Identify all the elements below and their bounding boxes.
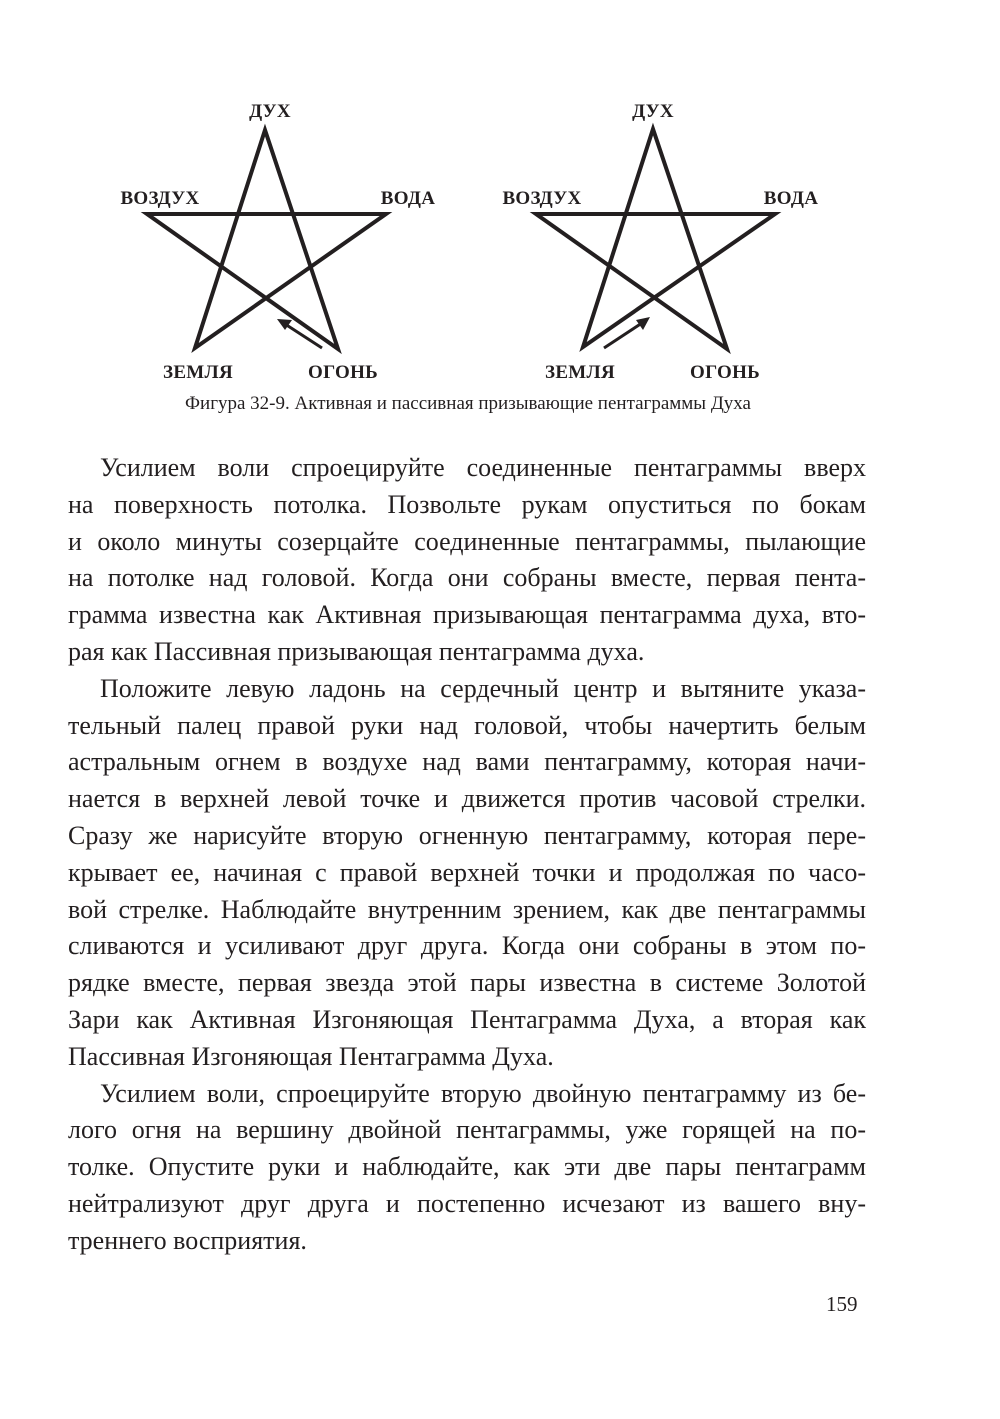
paragraph — [68, 450, 866, 671]
arrowhead-icon — [636, 317, 650, 330]
label-fire: ОГОНЬ — [307, 362, 379, 383]
paragraph — [68, 671, 866, 1076]
text-line: сливаются и усиливают друг друга. Когда они собраны в этом по- — [68, 931, 866, 961]
label-water: ВОДА — [763, 188, 819, 209]
text-line: на потолке над головой. Когда они собраны вместе, первая пента- — [68, 563, 866, 593]
text-line: Сразу же нарисуйте вторую огненную пентаграмму, которая пере- — [68, 820, 866, 850]
pentagram-star — [536, 129, 775, 349]
label-earth: ЗЕМЛЯ — [544, 362, 616, 383]
text-line: Усилием воли спроецируйте соединенные пентаграммы вверх — [100, 453, 866, 482]
text-line: лого огня на вершину двойной пентаграммы, уже горящей на по- — [68, 1115, 866, 1145]
paragraph — [68, 1076, 866, 1260]
text-line: треннего восприятия. — [68, 1225, 307, 1255]
pentagram-star — [147, 130, 386, 349]
text-line: Усилием воли, спроецируйте вторую двойную пентаграмму из бе- — [100, 1078, 866, 1108]
label-earth: ЗЕМЛЯ — [162, 362, 234, 383]
body-text — [68, 450, 866, 1260]
text-line: грамма известна как Активная призывающая пентаграмма духа, вто- — [68, 600, 866, 630]
text-line: на поверхность потолка. Позвольте рукам опуститься по бокам — [68, 489, 866, 519]
text-line: вой стрелке. Наблюдайте внутренним зрением, как две пентаграммы — [68, 894, 866, 924]
label-spirit: ДУХ — [249, 101, 291, 122]
text-line: Положите левую ладонь на сердечный центр и вытяните указа- — [100, 673, 866, 703]
active-pentagram — [147, 130, 386, 349]
text-line: Зари как Активная Изгоняющая Пентаграмма Духа, а вторая как — [68, 1004, 866, 1034]
text-line: рядке вместе, первая звезда этой пары известна в системе Золотой — [68, 968, 866, 998]
text-line: рая как Пассивная призывающая пентаграмма духа. — [68, 636, 645, 666]
text-line: крывает ее, начиная с правой верхней точки и продолжая по часо- — [68, 857, 866, 887]
text-line: толке. Опустите руки и наблюдайте, как эти две пары пентаграмм — [68, 1152, 866, 1182]
label-spirit: ДУХ — [632, 101, 674, 122]
text-line: тельный палец правой руки над головой, чтобы начертить белым — [68, 710, 866, 740]
text-line: и около минуты созерцайте соединенные пентаграммы, пылающие — [68, 526, 866, 556]
text-line: астральным огнем в воздухе над вами пентаграмму, которая начи- — [68, 747, 866, 777]
page-number: 159 — [826, 1292, 858, 1316]
text-line: Пассивная Изгоняющая Пентаграмма Духа. — [68, 1041, 554, 1071]
figure-caption: Фигура 32-9. Активная и пассивная призывающие пентаграммы Духа — [185, 393, 751, 414]
label-air: ВОЗДУХ — [502, 188, 582, 209]
label-fire: ОГОНЬ — [689, 362, 761, 383]
text-line: нается в верхней левой точке и движется против часовой стрелки. — [68, 784, 866, 814]
passive-pentagram — [536, 129, 775, 349]
label-water: ВОДА — [380, 188, 436, 209]
text-line: нейтрализуют друг друга и постепенно исчезают из вашего вну- — [68, 1188, 866, 1218]
label-air: ВОЗДУХ — [120, 188, 200, 209]
